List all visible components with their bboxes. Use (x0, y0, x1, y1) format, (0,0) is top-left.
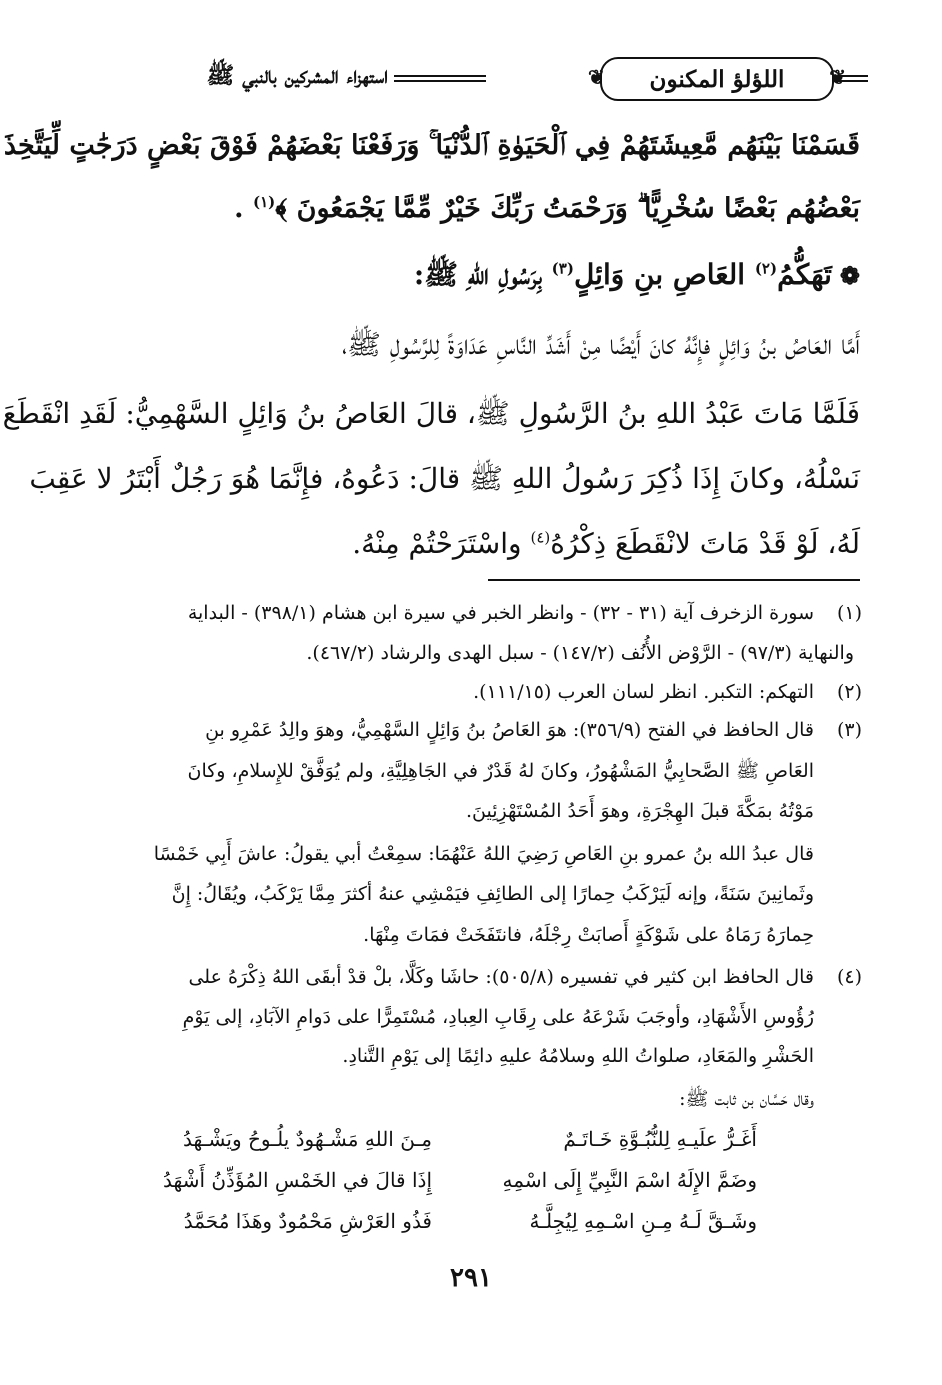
footnote-ref-3[interactable]: (٣) (551, 259, 574, 278)
ornament-left-icon: ❦ (588, 65, 605, 89)
page-number: ٢٩١ (450, 1263, 492, 1293)
paragraph-line-1: أَمَّا العَاصُ بنُ وَائِلٍ فإِنَّهُ كانَ أَيْضًا مِنْ أَشَدِّ النَّاسِ عَدَاوَةً لِلرَّسُولِ ﷺ، (341, 328, 860, 361)
footnote-1-line-2: والنهاية (٩٧/٣) - الرَّوْض الأُنُف (١٤٧/٢) - سبل الهدى والرشاد (٤٦٧/٢). (306, 642, 854, 664)
footnote-4-line-1: قال الحافظ ابن كثير في تفسيره (٥٠٥/٨): حاشَا وكَلَّا، بلْ قدْ أبقَى اللهُ ذِكْرَهُ على (188, 966, 814, 988)
paragraph-line-4-text: لَهُ، لَوْ قَدْ مَاتَ لانْقَطَعَ ذِكْرُهُ (550, 527, 860, 560)
chapter-title: استهزاء المشركين بالنبي ﷺ (206, 62, 388, 89)
verse-2-first-hemistich: وضَمَّ الإِلَهُ اسْمَ النَّبِيِّ إِلَى اسْمِهِ (502, 1168, 757, 1192)
paragraph-line-3: نَسْلُهُ، وكانَ إِذَا ذُكِرَ رَسُولُ اللهِ ﷺ قالَ: دَعُوهُ، فإِنَّمَا هُوَ رَجُلٌ أَبْتَرُ لا عَقِبَ (29, 462, 860, 495)
book-title-cartouche (588, 57, 846, 101)
ornament-right-icon: ❦ (829, 65, 846, 89)
footnote-number-3: (٣) (836, 719, 862, 741)
heading-part-1: تَهَكُّمُ (777, 258, 832, 291)
heading-part-3: بِرَسُولِ اللهِ ﷺ: (413, 258, 552, 291)
footnote-4-line-4: وقال حَسَّان بن ثابت ﷺ: (679, 1088, 814, 1110)
header-rule-middle (394, 75, 486, 82)
heading-part-2: العَاصِ بنِ وَائِلٍ (573, 258, 755, 291)
footnote-4-line-2: رُؤُوسِ الأَشْهَادِ، وأوجَبَ شَرْعَهُ على رِقَابِ العِبادِ، مُسْتَمِرًّا على دَوامِ الآبَادِ، إلى يَوْمِ (182, 1006, 814, 1028)
paragraph-line-4-end: واسْتَرَحْتُمْ مِنْهُ. (352, 527, 531, 560)
verse-1-second-hemistich: مِـنَ اللهِ مَشْـهُودٌ يلُـوحُ ويَشْـهَدُ (182, 1127, 432, 1151)
footnote-3-line-6: حِمارَهُ رَمَاهُ على شَوْكَةٍ أَصابَتْ رِجْلَهُ، فانتَفَخَتْ فمَاتَ مِنْهَا. (363, 924, 814, 946)
footnote-ref-4[interactable]: (٤) (530, 528, 551, 547)
footnote-1-line-1: سورة الزخرف آية (٣١ - ٣٢) - وانظر الخبر في سيرة ابن هشام (٣٩٨/١) - البداية (187, 602, 814, 624)
footnote-number-1: (١) (836, 602, 862, 624)
book-title: اللؤلؤ المكنون (649, 65, 785, 93)
footnote-3-line-3: مَوْتُهُ بمَكَّةَ قبلَ الهِجْرَةِ، وهوَ أَحَدُ المُسْتَهْزِئِينَ. (465, 800, 814, 822)
footnote-3-line-1: قال الحافظ في الفتح (٣٥٦/٩): هوَ العَاصُ بنُ وَائِلٍ السَّهْمِيُّ، وهوَ والِدُ عَمْرِو بنِ (205, 719, 814, 741)
flower-icon: ❁ (839, 261, 860, 290)
quran-line-2: بَعْضُهُم بَعْضًا سُخْرِيًّا ۗ وَرَحْمَتُ رَبِّكَ خَيْرٌ مِّمَّا يَجْمَعُونَ ﴾$^{(١)}$ . (234, 193, 860, 224)
footnote-2-line-1: التهكم: التكبر. انظر لسان العرب (١١١/١٥). (473, 681, 814, 703)
footnote-3-line-4: قال عبدُ الله بنُ عمرو بنِ العَاصِ رَضِيَ اللهُ عَنْهُمَا: سمِعْتُ أبي يقولُ: عاشَ أَبِي خَمْسًا (153, 843, 814, 865)
section-heading (414, 258, 860, 298)
footnote-4-line-3: الحَشْرِ والمَعَادِ، صلواتُ اللهِ وسلامُهُ عليهِ دائِمًا إلى يَوْمِ التَّنادِ. (342, 1045, 814, 1067)
footnote-ref-2[interactable]: (٢) (754, 259, 778, 278)
verse-3-second-hemistich: فَذُو العَرْشِ مَحْمُودٌ وهَذَا مُحَمَّدُ (183, 1209, 432, 1233)
footnote-divider (488, 579, 860, 581)
verse-1-first-hemistich: أَغَـرُّ علَيـهِ لِلنُّبُـوَّةِ خَـاتَـمٌ (563, 1127, 757, 1151)
footnote-3-line-5: وثَمانِينَ سَنَةً، وإنه لَيَرْكَبُ حِمارًا إلى الطائِفِ فيَمْشِي عنهُ أكثرَ مِمَّا يَرْكَبُ، ويُقَالُ: إِنَّ (171, 883, 814, 905)
quran-line-1: قَسَمْنَا بَيْنَهُم مَّعِيشَتَهُمْ فِي ٱلْحَيَوٰةِ ٱلدُّنْيَا ۚ وَرَفَعْنَا بَعْضَهُمْ فَوْقَ بَعْضٍ دَرَجَٰتٍ لِّيَتَّخِذَ (3, 130, 860, 161)
footnote-3-line-2: العَاصِ ﷺ الصَّحابِيُّ المَشْهُورُ، وكانَ لهُ قَدْرٌ في الجَاهِلِيَّةِ، ولم يُوَفَّقْ للإِسلامِ، وكانَ (187, 760, 814, 782)
paragraph-line-4 (352, 527, 860, 560)
running-header (88, 55, 868, 105)
verse-2-second-hemistich: إِذَا قالَ في الخَمْسِ المُؤَذِّنُ أَشْهَدُ (162, 1168, 432, 1192)
footnote-number-4: (٤) (836, 966, 862, 988)
paragraph-line-2: فَلَمَّا مَاتَ عَبْدُ اللهِ بنُ الرَّسُولِ ﷺ، قالَ العَاصُ بنُ وَائِلٍ السَّهْمِيُّ: لَقَدِ انْقَطَعَ (2, 397, 860, 430)
verse-3-first-hemistich: وشَـقَّ لَـهُ مِـنِ اسْـمِهِ لِيُجِلَّـهُ (529, 1209, 757, 1233)
footnote-ref-1[interactable]: (١) (252, 193, 276, 211)
footnote-number-2: (٢) (836, 681, 862, 703)
quran-line-2-text: بَعْضُهُم بَعْضًا سُخْرِيًّا ۗ وَرَحْمَتُ رَبِّكَ خَيْرٌ مِّمَّا يَجْمَعُونَ ﴾ (275, 193, 860, 224)
